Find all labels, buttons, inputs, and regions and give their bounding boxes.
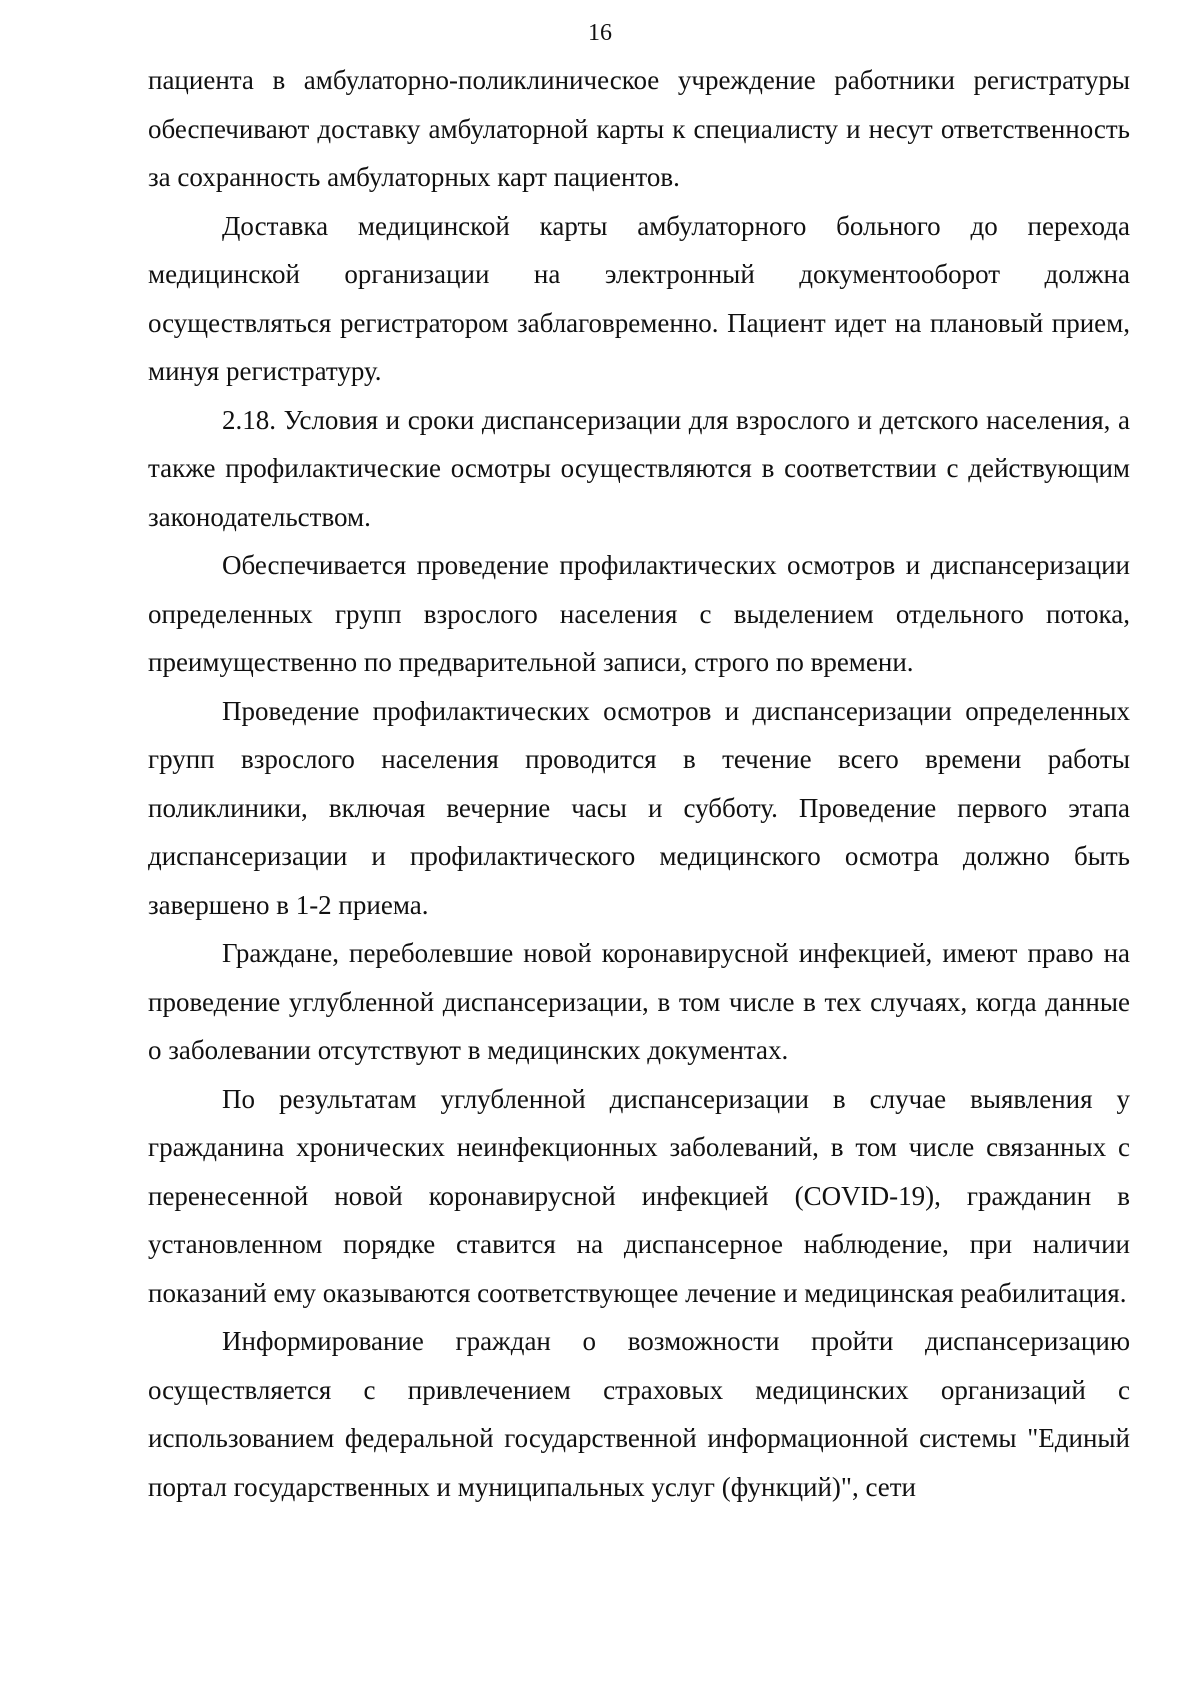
page-number: 16: [588, 20, 612, 46]
paragraph-continuation: пациента в амбулаторно-поликлиническое учреждение работники регистратуры обеспечивают доставку амбулаторной карты к специалисту и несут ответственность за сохранность амбулаторных карт пациентов.: [148, 65, 1130, 192]
paragraph-card-delivery: Доставка медицинской карты амбулаторного больного до перехода медицинской организации на электронный документооборот должна осуществляться регистратором заблаговременно. Пациент идет на плановый прием, минуя регистратуру.: [148, 210, 1130, 386]
paragraph-exam-results: По результатам углубленной диспансеризации в случае выявления у гражданина хронических неинфекционных заболеваний, в том числе связанных с перенесенной новой коронавирусной инфекцией (COVID-19), гражданин в установленном порядке ставится на диспансерное наблюдение, при наличии показаний ему оказываются соответствующее лечение и медицинская реабилитация.: [148, 1083, 1130, 1308]
document-body: [148, 56, 1130, 1511]
paragraph-covid-recovered: Граждане, переболевшие новой коронавирусной инфекцией, имеют право на проведение углубленной диспансеризации, в том числе в тех случаях, когда данные о заболевании отсутствуют в медицинских документах.: [148, 938, 1130, 1065]
paragraph-informing-citizens: Информирование граждан о возможности пройти диспансеризацию осуществляется с привлечением страховых медицинских организаций с использованием федеральной государственной информационной системы "Единый портал государственных и муниципальных услуг (функций)", сети: [148, 1326, 1130, 1502]
paragraph-preventive-exams: Обеспечивается проведение профилактических осмотров и диспансеризации определенных групп взрослого населения с выделением отдельного потока, преимущественно по предварительной записи, строго по времени.: [148, 550, 1130, 677]
paragraph-exam-schedule: Проведение профилактических осмотров и диспансеризации определенных групп взрослого населения проводится в течение всего времени работы поликлиники, включая вечерние часы и субботу. Проведение первого этапа диспансеризации и профилактического медицинского осмотра должно быть завершено в 1-2 приема.: [148, 695, 1130, 920]
paragraph-section-2-18: 2.18. Условия и сроки диспансеризации для взрослого и детского населения, а также профилактические осмотры осуществляются в соответствии с действующим законодательством.: [148, 404, 1130, 532]
